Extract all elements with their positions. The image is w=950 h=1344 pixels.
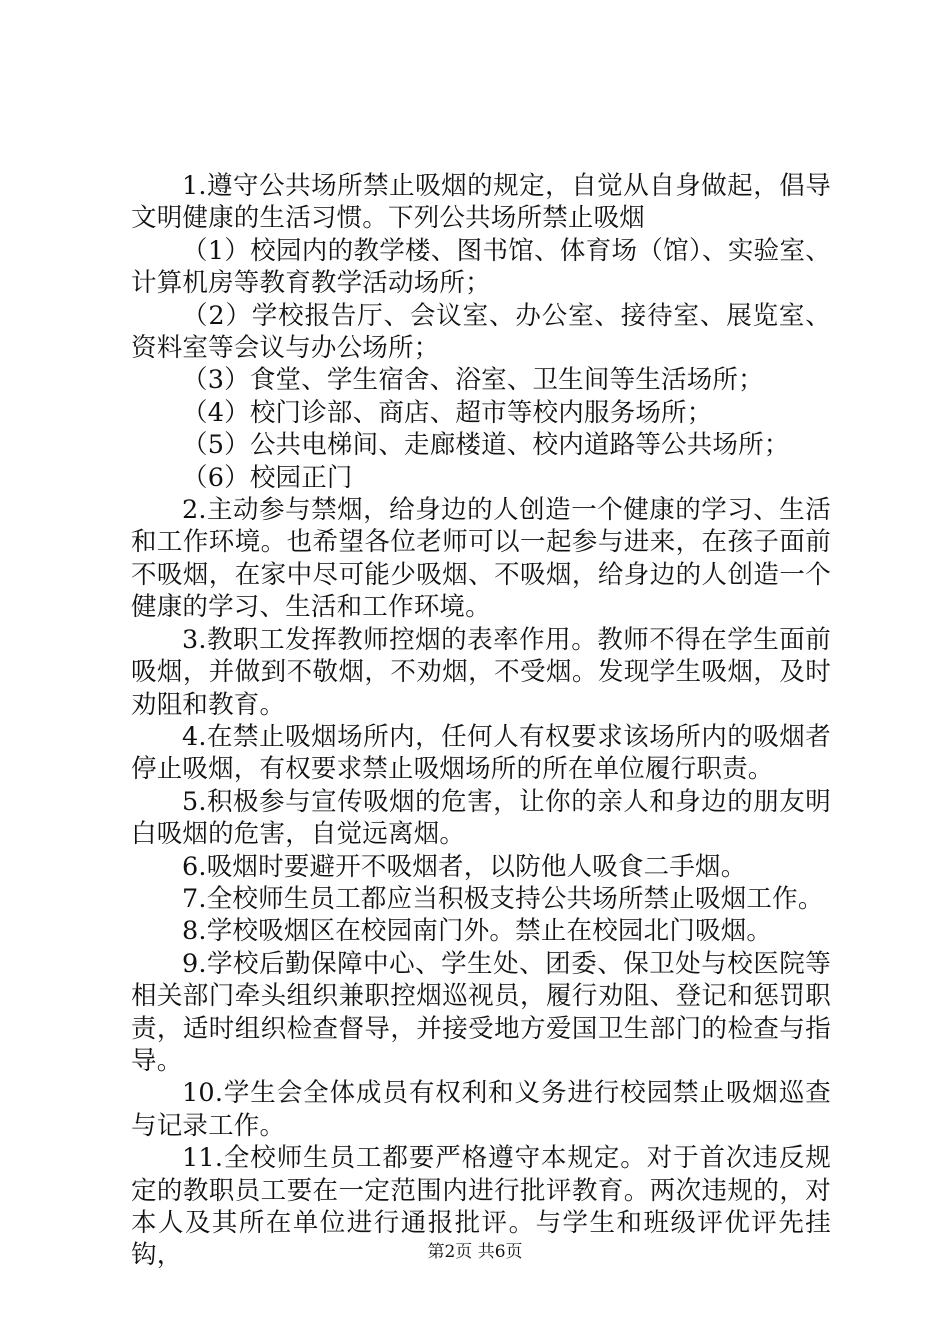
paragraph-item-6: （6）校园正门	[182, 462, 353, 493]
paragraph-rule-7: 7.全校师生员工都应当积极支持公共场所禁止吸烟工作。	[182, 883, 824, 914]
paragraph-rule-8: 8.学校吸烟区在校园南门外。禁止在校园北门吸烟。	[182, 916, 773, 947]
paragraph-rule-5: 5.积极参与宣传吸烟的危害，让你的亲人和身边的朋友明白吸烟的危害，自觉远离烟。	[131, 786, 831, 850]
paragraph-item-4: （4）校门诊部、商店、超市等校内服务场所；	[182, 397, 713, 428]
paragraph-rule-1: 1.遵守公共场所禁止吸烟的规定，自觉从自身做起，倡导文明健康的生活习惯。下列公共场所禁止吸烟	[131, 171, 831, 234]
paragraph-item-3: （3）食堂、学生宿舍、浴室、卫生间等生活场所；	[182, 365, 764, 396]
paragraph-rule-9: 9.学校后勤保障中心、学生处、团委、保卫处与校医院等相关部门牵头组织兼职控烟巡视员，履行劝阻、登记和惩罚职责，适时组织检查督导，并接受地方爱国卫生部门的检查与指导。	[131, 948, 831, 1076]
paragraph-rule-11: 11.全校师生员工都要严格遵守本规定。对于首次违反规定的教职员工要在一定范围内进行批评教育。两次违规的，对本人及其所在单位进行通报批评。与学生和班级评优评先挂钩，	[131, 1143, 831, 1271]
paragraph-rule-3: 3.教职工发挥教师控烟的表率作用。教师不得在学生面前吸烟，并做到不敬烟，不劝烟，不受烟。发现学生吸烟，及时劝阻和教育。	[131, 624, 831, 720]
page-footer	[0, 1241, 950, 1263]
paragraph-item-5: （5）公共电梯间、走廊楼道、校内道路等公共场所；	[182, 430, 790, 461]
paragraph-item-2: （2）学校报告厅、会议室、办公室、接待室、展览室、资料室等会议与办公场所；	[131, 300, 831, 364]
paragraph-rule-2: 2.主动参与禁烟，给身边的人创造一个健康的学习、生活和工作环境。也希望各位老师可以一起参与进来，在孩子面前不吸烟，在家中尽可能少吸烟、不吸烟，给身边的人创造一个健康的学习、生活和工作环境。	[131, 495, 831, 623]
page-number: 第2页 共6页	[427, 1242, 523, 1262]
paragraph-rule-10: 10.学生会全体成员有权利和义务进行校园禁止吸烟巡查与记录工作。	[131, 1078, 831, 1141]
document-body	[131, 170, 831, 1272]
paragraph-rule-4: 4.在禁止吸烟场所内，任何人有权要求该场所内的吸烟者停止吸烟，有权要求禁止吸烟场所的所在单位履行职责。	[131, 721, 831, 785]
paragraph-item-1: （1）校园内的教学楼、图书馆、体育场（馆）、实验室、计算机房等教育教学活动场所；	[131, 235, 831, 299]
paragraph-rule-6: 6.吸烟时要避开不吸烟者，以防他人吸食二手烟。	[182, 851, 747, 882]
